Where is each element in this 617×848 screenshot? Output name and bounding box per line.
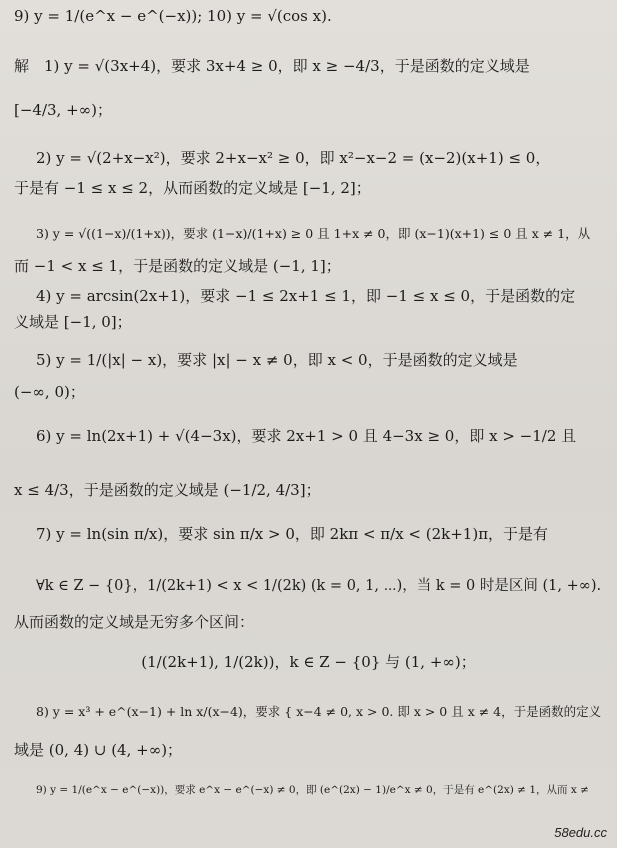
text-line: 2) y = √(2+x−x²)，要求 2+x−x² ≥ 0，即 x²−x−2 = (x−2)(x+1) ≤ 0， — [36, 149, 551, 167]
text-line: 而 −1 < x ≤ 1，于是函数的定义域是 (−1, 1]； — [14, 257, 341, 275]
text-line: 9) y = 1/(e^x − e^(−x))，要求 e^x − e^(−x) ≠ 0，即 (e^(2x) − 1)/e^x ≠ 0，于是有 e^(2x) ≠ 1，从而 x ≠ — [36, 784, 589, 796]
text-line: 于是有 −1 ≤ x ≤ 2，从而函数的定义域是 [−1, 2]； — [14, 179, 371, 197]
text-line: x ≤ 4/3，于是函数的定义域是 (−1/2, 4/3]； — [14, 481, 321, 499]
text-line: 5) y = 1/(|x| − x)，要求 |x| − x ≠ 0，即 x < 0，于是函数的定义域是 — [36, 351, 518, 369]
text-line: (1/(2k+1), 1/(2k))，k ∈ Z − {0} 与 (1, +∞)； — [141, 653, 476, 671]
text-line: 9) y = 1/(e^x − e^(−x)); 10) y = √(cos x). — [14, 7, 332, 25]
text-line: (−∞, 0)； — [14, 383, 85, 401]
text-line: 7) y = ln(sin π/x)，要求 sin π/x > 0，即 2kπ < π/x < (2k+1)π，于是有 — [36, 525, 549, 543]
text-line: 8) y = x³ + e^(x−1) + ln x/(x−4)，要求 { x−4 ≠ 0, x > 0. 即 x > 0 且 x ≠ 4，于是函数的定义 — [36, 704, 602, 719]
text-line: [−4/3, +∞)； — [14, 101, 113, 119]
text-line: 从而函数的定义域是无穷多个区间： — [14, 613, 255, 631]
watermark: 58edu.cc — [554, 825, 607, 840]
text-line: 6) y = ln(2x+1) + √(4−3x)，要求 2x+1 > 0 且 4−3x ≥ 0，即 x > −1/2 且 — [36, 427, 577, 445]
text-line: 4) y = arcsin(2x+1)，要求 −1 ≤ 2x+1 ≤ 1，即 −1 ≤ x ≤ 0，于是函数的定 — [36, 287, 576, 305]
text-line: ∀k ∈ Z − {0}，1/(2k+1) < x < 1/(2k) (k = 0, 1, ⋯)，当 k = 0 时是区间 (1, +∞). — [36, 578, 602, 594]
text-line: 3) y = √((1−x)/(1+x))，要求 (1−x)/(1+x) ≥ 0 且 1+x ≠ 0，即 (x−1)(x+1) ≤ 0 且 x ≠ 1，从 — [36, 226, 591, 241]
text-line: 义域是 [−1, 0]； — [14, 313, 132, 331]
text-line: 域是 (0, 4) ∪ (4, +∞)； — [14, 741, 183, 759]
text-line: 解 1) y = √(3x+4)，要求 3x+4 ≥ 0，即 x ≥ −4/3，于是函数的定义域是 — [14, 57, 530, 75]
